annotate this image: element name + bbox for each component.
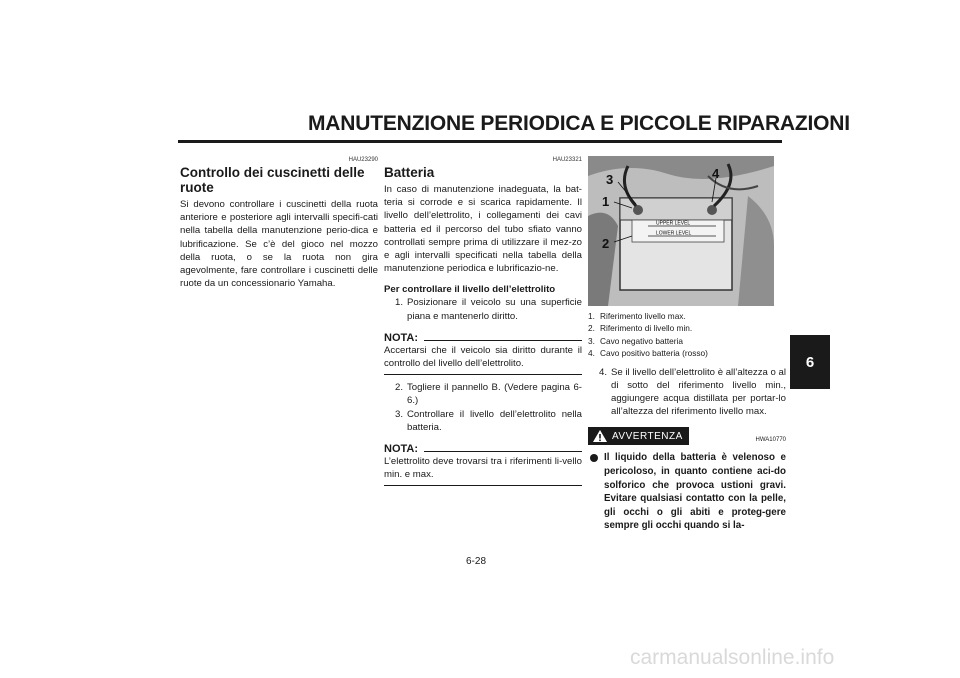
step-item: [384, 408, 582, 434]
watermark[interactable]: carmanualsonline.info: [630, 646, 835, 669]
warning-code: HWA10770: [755, 437, 786, 444]
note-rule: [424, 340, 582, 341]
subheading: Per controllare il livello dell’elettrolito: [384, 284, 556, 296]
warning-bullet: [588, 451, 786, 533]
figure-captions: [588, 310, 786, 360]
note-text: L’elettrolito deve trovarsi tra i riferimenti li-vello min. e max.: [384, 456, 582, 481]
note-box: [384, 332, 582, 375]
upper-level-label: UPPER LEVEL: [656, 220, 691, 227]
step-text: Se il livello dell’elettrolito è all’altezza o al di sotto del riferimento livello min., aggiungere acqua distillata per portar-lo all’altezza del riferimento livello max.: [611, 366, 786, 418]
callout-4: 4: [712, 166, 720, 181]
step-text: Controllare il livello dell’elettrolito nella batteria.: [407, 408, 582, 433]
note-box: [384, 443, 582, 486]
bullet-dot-icon: [590, 454, 598, 462]
section-code: HAU23290: [348, 157, 378, 163]
warning-header: [588, 427, 786, 445]
step-item: [384, 296, 582, 322]
warning-triangle-icon: [592, 429, 608, 443]
warning-text: Il liquido della batteria è velenoso e pericoloso, in quanto contiene aci-do solforico che provoca ustioni gravi. Evitare qualsiasi contatto con la pelle, gli occhi o gli abiti e proteg-gere sempre gli occhi quando si la-: [604, 452, 786, 532]
column-wheel-bearings: [180, 148, 378, 290]
step-item: [384, 381, 582, 407]
step-number: 2.: [395, 382, 404, 394]
note-text: Accertarsi che il veicolo sia diritto durante il controllo del livello dell’elettrolito.: [384, 344, 582, 370]
section-code: HAU23321: [552, 157, 582, 163]
step-text: Togliere il pannello B. (Vedere pagina 6-6.): [407, 382, 582, 407]
lower-level-label: LOWER LEVEL: [656, 230, 692, 237]
note-header: [384, 332, 582, 344]
callout-3: 3: [606, 172, 614, 187]
caption-item: 2. Riferimento di livello min.: [588, 323, 693, 334]
header-rule: [178, 140, 782, 143]
callout-2: 2: [602, 236, 610, 251]
caption-item: 1. Riferimento livello max.: [588, 311, 686, 321]
column-battery-continued: [588, 148, 786, 533]
warning-label: AVVERTENZA: [588, 427, 689, 445]
column-battery: [384, 148, 582, 486]
note-header: [384, 443, 582, 455]
step-item: [588, 366, 786, 419]
section-body: Si devono controllare i cuscinetti della ruota anteriore e posteriore agli intervalli specifi-cati nella tabella della manutenzione perio-dica e lubrificazione. Se c’è del gioco nel mozzo della ruota, o se la ruota non gira agevolmente, fare controllare i cuscinetti delle ruote da un concessionario Yamaha.: [180, 199, 378, 290]
section-heading: Batteria: [384, 165, 435, 180]
page-title: MANUTENZIONE PERIODICA E PICCOLE RIPARAZIONI: [308, 112, 850, 135]
section-heading: Controllo dei cuscinetti delle ruote: [180, 165, 365, 195]
caption-item: 3. Cavo negativo batteria: [588, 335, 684, 346]
step-number: 4.: [599, 366, 608, 378]
step-number: 1.: [395, 297, 404, 309]
section-body: In caso di manutenzione inadeguata, la bat-teria si corrode e si scarica rapidamente. Il livello dell’elettrolito, i collegamenti dei cavi batteria ed il percorso del tubo sfiato vanno controllati sempre prima di utilizzare il mez-zo e agli intervalli specificati nella tabella della manutenzione periodica e lubrificazio-ne.: [384, 184, 582, 275]
battery-illustration: [588, 156, 774, 306]
page-number: 6-28: [466, 556, 487, 567]
caption-item: 4. Cavo positivo batteria (rosso): [588, 348, 708, 359]
step-number: 3.: [395, 408, 404, 420]
chapter-tab[interactable]: 6: [790, 335, 830, 389]
battery-photo: [588, 156, 774, 306]
note-label: NOTA:: [384, 331, 419, 344]
callout-1: 1: [602, 194, 610, 209]
step-text: Posizionare il veicolo su una superficie piana e mantenerlo diritto.: [407, 297, 582, 322]
note-rule: [424, 451, 582, 452]
note-label: NOTA:: [384, 443, 419, 456]
